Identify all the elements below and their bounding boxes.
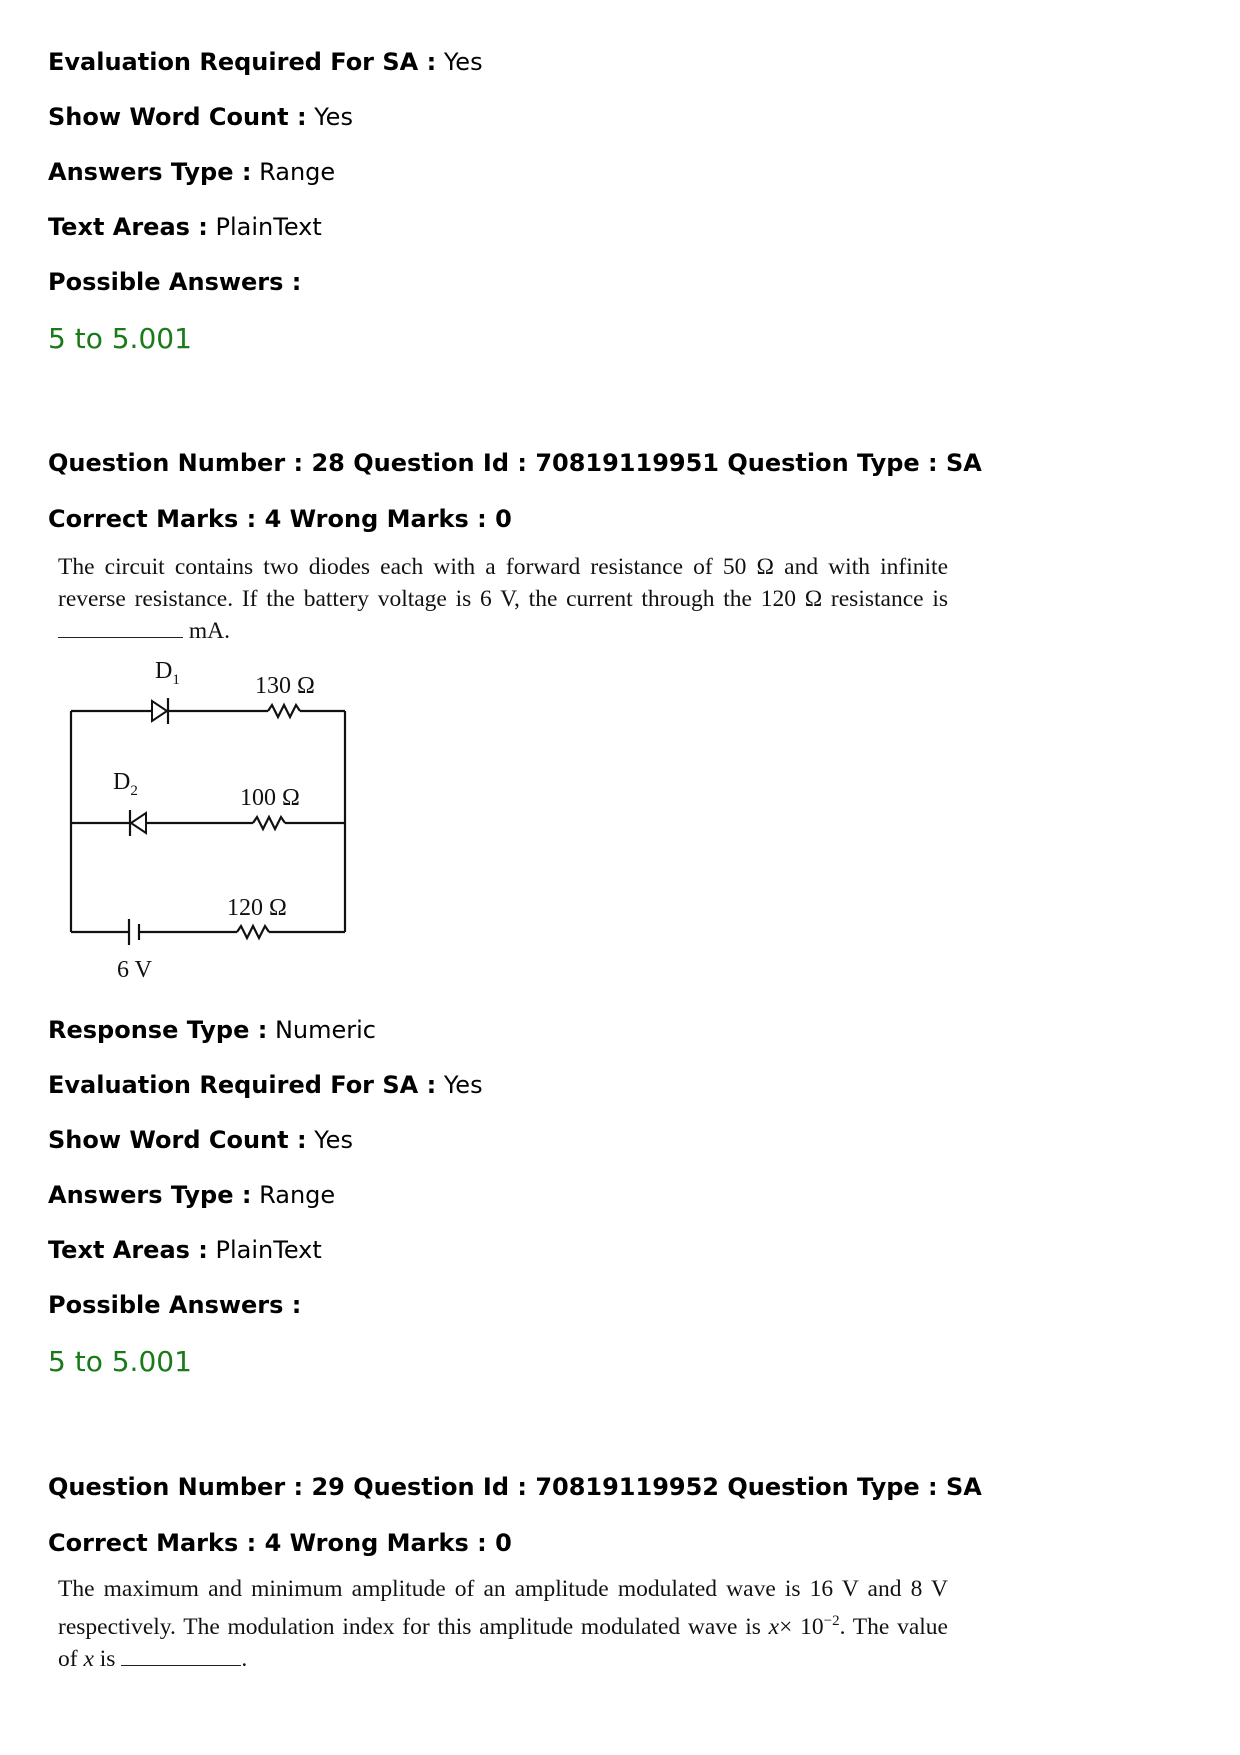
eval-required-value: Yes — [443, 48, 483, 76]
possible-answer-value: 5 to 5.001 — [48, 322, 192, 355]
q29-exponent: −2 — [823, 1613, 840, 1629]
q28-possible-answers-label: Possible Answers : — [48, 1291, 302, 1319]
resistor-120-icon — [237, 926, 269, 938]
diode-d2-icon — [131, 813, 146, 833]
q28-marks-text: Correct Marks : 4 Wrong Marks : 0 — [48, 505, 512, 533]
show-word-count-label: Show Word Count : — [48, 103, 307, 131]
q28-response-type-label: Response Type : — [48, 1016, 268, 1044]
q28-eval-required-label: Evaluation Required For SA : — [48, 1071, 437, 1099]
d1-label: $D_1$ — [155, 658, 180, 688]
q28-answer-blank — [58, 617, 183, 638]
q28-text-areas-value: PlainText — [215, 1236, 322, 1264]
q28-question-text — [58, 551, 948, 647]
text-areas-row — [48, 212, 322, 242]
eval-required-label: Evaluation Required For SA : — [48, 48, 437, 76]
q29-question-part3: is — [99, 1645, 116, 1672]
r130-label: 130 Ω — [255, 673, 315, 699]
show-word-count-value: Yes — [314, 103, 353, 131]
q29-marks-text: Correct Marks : 4 Wrong Marks : 0 — [48, 1529, 512, 1557]
resistor-100-icon — [253, 817, 285, 829]
q28-show-word-count-label: Show Word Count : — [48, 1126, 307, 1154]
q28-answers-type-value: Range — [259, 1181, 336, 1209]
q28-answers-type-label: Answers Type : — [48, 1181, 252, 1209]
possible-answers-label: Possible Answers : — [48, 268, 302, 296]
q29-answer-blank — [121, 1645, 241, 1666]
resistor-130-icon — [268, 705, 300, 717]
r100-label: 100 Ω — [240, 785, 300, 811]
answers-type-row — [48, 157, 335, 187]
q28-header — [48, 448, 982, 478]
q29-question-part2: . The value of — [58, 1613, 948, 1672]
q29-header-text: Question Number : 29 Question Id : 70819119952 Question Type : SA — [48, 1473, 982, 1501]
q28-text-areas-row — [48, 1235, 322, 1265]
r120-label: 120 Ω — [227, 895, 287, 921]
q28-eval-required-row — [48, 1070, 483, 1100]
q29-question-part1: The maximum and minimum amplitude of an amplitude modulated wave is 16 V and 8 V respectively. The modulation index for this amplitude modulated wave is — [58, 1576, 948, 1640]
q28-show-word-count-value: Yes — [314, 1126, 353, 1154]
text-areas-value: PlainText — [215, 213, 322, 241]
show-word-count-row — [48, 102, 353, 132]
q28-possible-answer-value: 5 to 5.001 — [48, 1345, 192, 1378]
possible-answers-row — [48, 267, 301, 297]
battery-label: 6 V — [117, 957, 152, 983]
q29-variable-x: x — [768, 1613, 780, 1640]
q28-answers-type-row — [48, 1180, 335, 1210]
q29-question-end: . — [241, 1645, 248, 1672]
q29-question-text — [58, 1573, 948, 1675]
q29-times-ten: × 10 — [779, 1613, 824, 1640]
q28-marks — [48, 504, 512, 534]
q28-text-areas-label: Text Areas : — [48, 1236, 208, 1264]
q28-show-word-count-row — [48, 1125, 353, 1155]
q28-response-type-row — [48, 1015, 376, 1045]
q28-question-part2: mA. — [188, 618, 230, 644]
eval-required-row — [48, 47, 483, 77]
answers-type-label: Answers Type : — [48, 158, 252, 186]
q29-variable-x2: x — [83, 1645, 94, 1672]
q28-circuit-diagram — [55, 655, 365, 995]
text-areas-label: Text Areas : — [48, 213, 208, 241]
q29-marks — [48, 1528, 512, 1558]
q28-eval-required-value: Yes — [443, 1071, 483, 1099]
d2-label: $D_2$ — [113, 769, 138, 799]
q28-header-text: Question Number : 28 Question Id : 70819119951 Question Type : SA — [48, 449, 982, 477]
q29-header — [48, 1472, 982, 1502]
q28-question-part1: The circuit contains two diodes each with a forward resistance of 50 Ω and with infinite reverse resistance. If the battery voltage is 6 V, the current through the 120 Ω resistance is — [58, 554, 948, 612]
q28-possible-answers-row — [48, 1290, 301, 1320]
answers-type-value: Range — [259, 158, 336, 186]
q28-response-type-value: Numeric — [274, 1016, 376, 1044]
diode-d1-icon — [152, 701, 167, 721]
